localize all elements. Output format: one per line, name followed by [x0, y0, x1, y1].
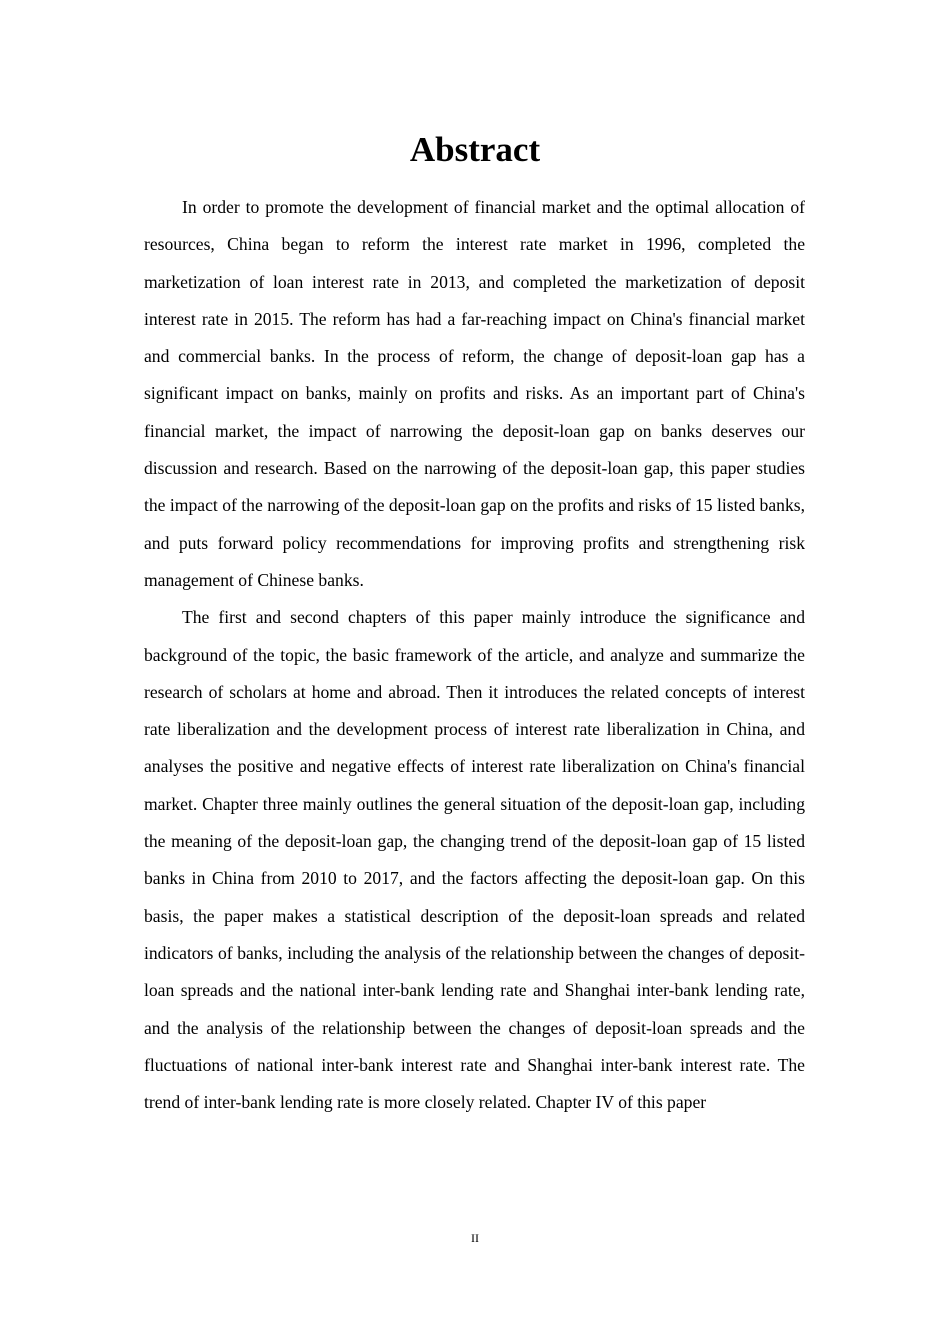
page-title: Abstract: [409, 130, 541, 169]
abstract-paragraph-2: The first and second chapters of this paper mainly introduce the significance and background of the topic, the basic framework of the article, and analyze and summarize the research of scholars at home and abroad. Then it introduces the related concepts of interest rate liberalization and the development process of interest rate liberalization in China, and analyses the positive and negative effects of interest rate liberalization on China's financial market. Chapter three mainly outlines the general situation of the deposit-loan gap, including the meaning of the deposit-loan gap, the changing trend of the deposit-loan gap of 15 listed banks in China from 2010 to 2017, and the factors affecting the deposit-loan gap. On this basis, the paper makes a statistical description of the deposit-loan spreads and related indicators of banks, including the analysis of the relationship between the changes of deposit-loan spreads and the national inter-bank lending rate and Shanghai inter-bank lending rate, and the analysis of the relationship between the changes of deposit-loan spreads and the fluctuations of national inter-bank interest rate and Shanghai inter-bank interest rate. The trend of inter-bank lending rate is more closely related. Chapter IV of this paper: [144, 607, 805, 1113]
page-number: II: [471, 1231, 479, 1245]
abstract-paragraph-1: In order to promote the development of financial market and the optimal allocation of resources, China began to reform the interest rate market in 1996, completed the marketization of loan interest rate in 2013, and completed the marketization of deposit interest rate in 2015. The reform has had a far-reaching impact on China's financial market and commercial banks. In the process of reform, the change of deposit-loan gap has a significant impact on banks, mainly on profits and risks. As an important part of China's financial market, the impact of narrowing the deposit-loan gap on banks deserves our discussion and research. Based on the narrowing of the deposit-loan gap, this paper studies the impact of the narrowing of the deposit-loan gap on the profits and risks of 15 listed banks, and puts forward policy recommendations for improving profits and strengthening risk management of Chinese banks.: [144, 197, 805, 590]
abstract-body: [144, 189, 805, 1121]
